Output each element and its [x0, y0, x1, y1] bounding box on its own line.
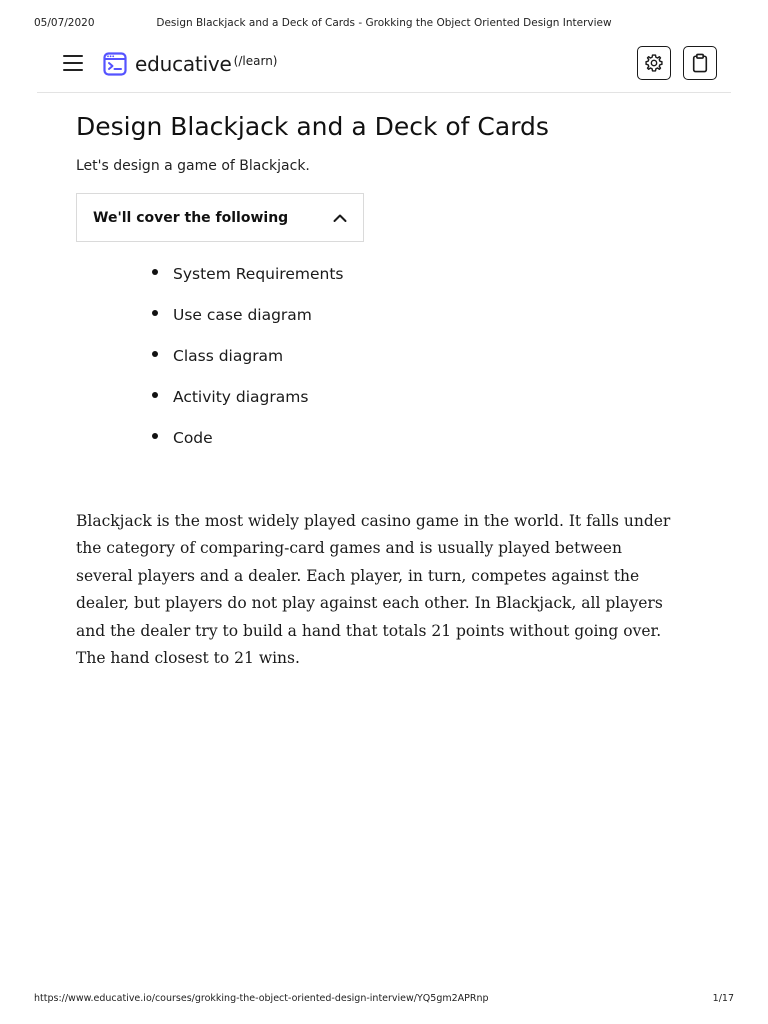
- toc-title: We'll cover the following: [93, 209, 289, 226]
- toc-item-system-requirements[interactable]: System Requirements: [150, 263, 344, 304]
- logo-text: educative: [135, 52, 232, 76]
- settings-button[interactable]: [637, 46, 671, 80]
- educative-logo[interactable]: [103, 52, 277, 76]
- table-of-contents-toggle[interactable]: [76, 193, 364, 242]
- toc-item-class-diagram[interactable]: Class diagram: [150, 345, 344, 386]
- lesson-subtitle: Let's design a game of Blackjack.: [76, 158, 310, 174]
- print-date: 05/07/2020: [34, 17, 95, 29]
- lesson-body-paragraph: Blackjack is the most widely played casino game in the world. It falls under the category of comparing-card games and is usually played between several players and a dealer. Each player, in turn, competes against the dealer, but players do not play against each other. In Blackjack, all players and the dealer try to build a hand that totals 21 points without going over. The hand closest to 21 wins.: [76, 512, 671, 668]
- top-navigation-bar: [37, 36, 731, 93]
- clipboard-button[interactable]: [683, 46, 717, 80]
- print-header-title: Design Blackjack and a Deck of Cards - Grokking the Object Oriented Design Interview: [156, 17, 612, 29]
- logo-link-text[interactable]: (/learn): [233, 54, 278, 68]
- toc-item-code[interactable]: Code: [150, 427, 344, 468]
- gear-icon: [644, 53, 664, 73]
- chevron-up-icon[interactable]: [333, 213, 347, 223]
- toc-item-activity-diagrams[interactable]: Activity diagrams: [150, 386, 344, 427]
- print-page-number: 1/17: [712, 993, 734, 1004]
- educative-logo-icon: [103, 52, 127, 76]
- toc-item-use-case-diagram[interactable]: Use case diagram: [150, 304, 344, 345]
- hamburger-menu-icon[interactable]: [63, 55, 83, 71]
- print-footer-url: https://www.educative.io/courses/grokking-the-object-oriented-design-interview/YQ5gm2APRnp: [34, 993, 489, 1004]
- page-title: Design Blackjack and a Deck of Cards: [76, 112, 549, 141]
- clipboard-icon: [691, 53, 709, 73]
- toc-list: [150, 263, 344, 468]
